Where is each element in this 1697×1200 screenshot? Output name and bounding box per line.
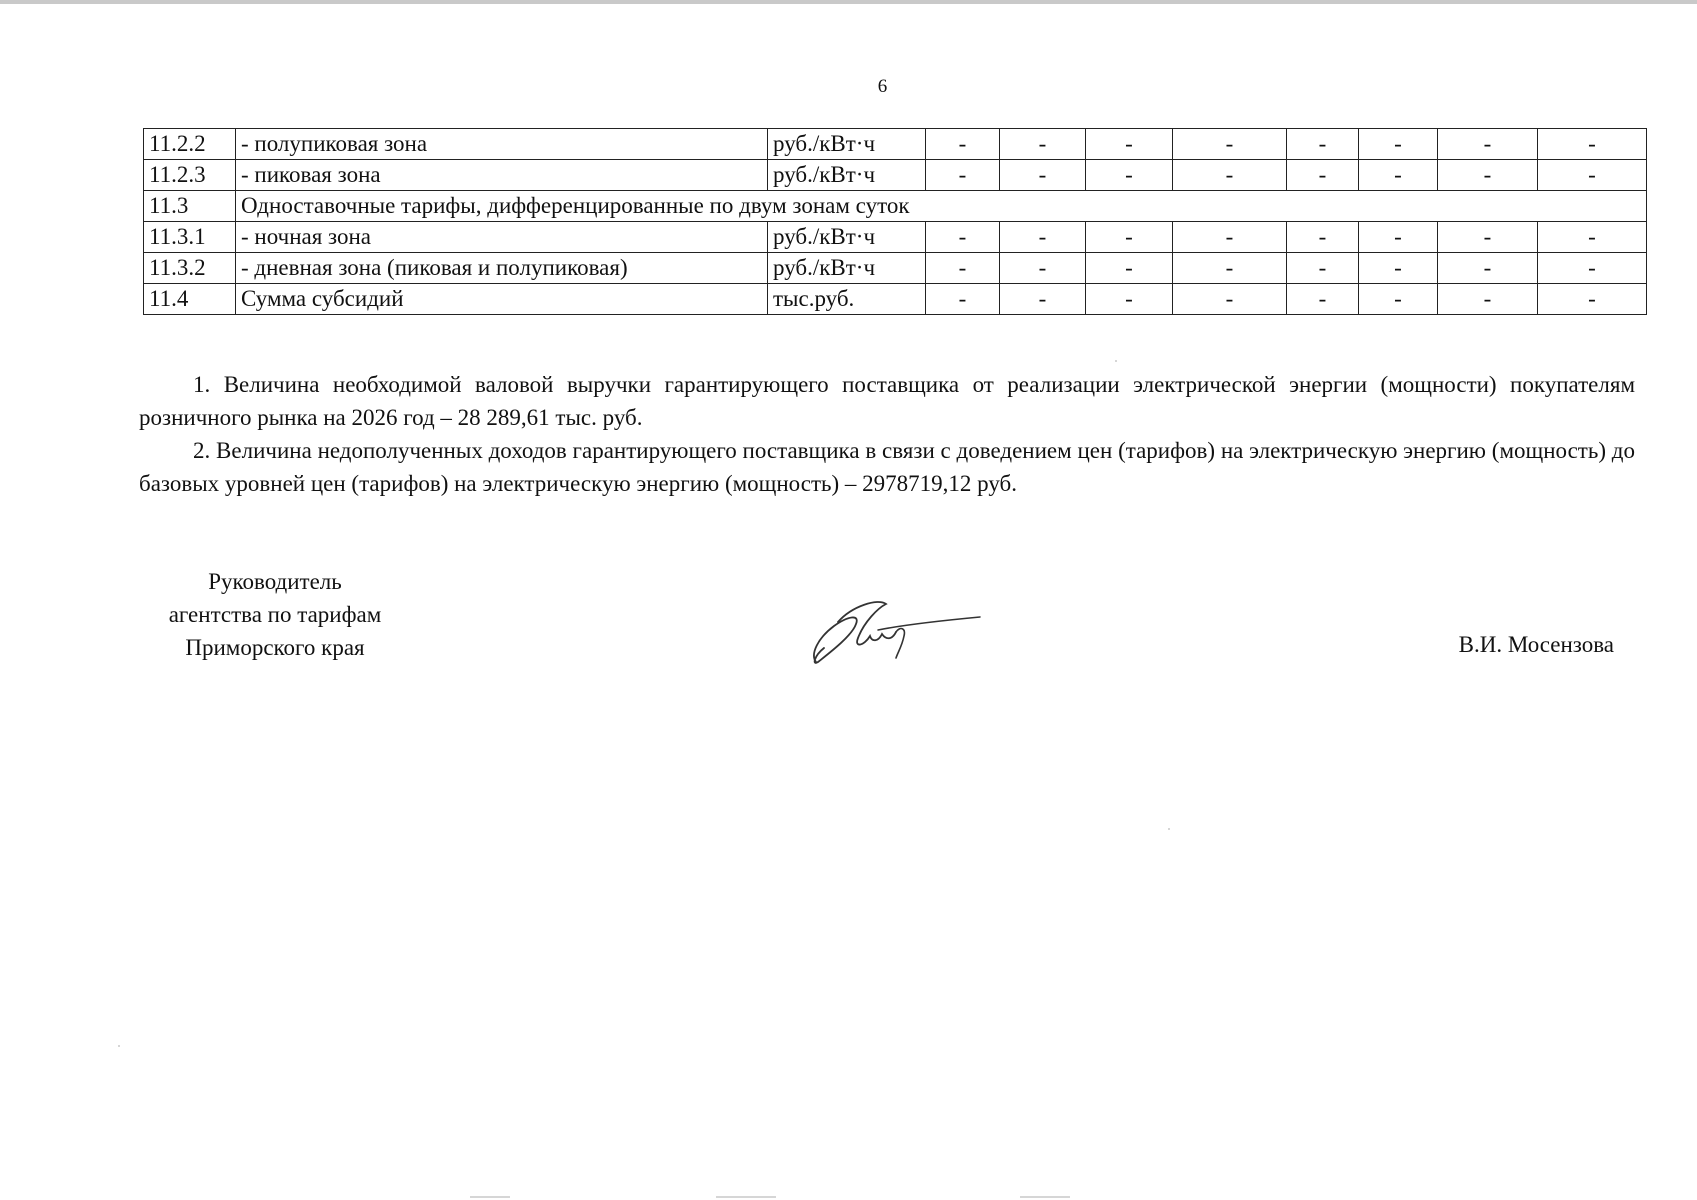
- row-unit: тыс.руб.: [768, 284, 926, 315]
- signatory-name: В.И. Мосензова: [1458, 632, 1614, 657]
- scan-speck: [1168, 828, 1170, 830]
- row-value: -: [1000, 222, 1086, 253]
- scan-speck: [1020, 1196, 1070, 1198]
- table-row: [144, 191, 1647, 222]
- scan-speck: [470, 1196, 510, 1198]
- row-unit: руб./кВт·ч: [768, 253, 926, 284]
- row-value: -: [1287, 253, 1359, 284]
- row-code: 11.4: [144, 284, 236, 315]
- scan-speck: [118, 1045, 120, 1047]
- row-value: -: [1086, 253, 1173, 284]
- row-name: - пиковая зона: [236, 160, 768, 191]
- row-code: 11.2.3: [144, 160, 236, 191]
- row-value: -: [1359, 160, 1438, 191]
- row-code: 11.3: [144, 191, 236, 222]
- row-value: -: [926, 160, 1000, 191]
- row-code: 11.3.1: [144, 222, 236, 253]
- table-row: [144, 222, 1647, 253]
- row-value: -: [1287, 222, 1359, 253]
- row-value: -: [1000, 253, 1086, 284]
- row-value: -: [1000, 129, 1086, 160]
- row-value: -: [926, 222, 1000, 253]
- row-value: -: [926, 253, 1000, 284]
- tariff-table: [143, 128, 1647, 315]
- row-value: -: [1086, 284, 1173, 315]
- row-value: -: [1000, 284, 1086, 315]
- row-value: -: [1538, 129, 1647, 160]
- row-name: Сумма субсидий: [236, 284, 768, 315]
- row-unit: руб./кВт·ч: [768, 222, 926, 253]
- signatory-title-line: агентства по тарифам: [168, 602, 382, 627]
- signatory-title-line: Руководитель: [208, 569, 342, 594]
- row-name: - ночная зона: [236, 222, 768, 253]
- row-name: - полупиковая зона: [236, 129, 768, 160]
- row-value: -: [1538, 253, 1647, 284]
- row-value: -: [926, 129, 1000, 160]
- row-unit: руб./кВт·ч: [768, 129, 926, 160]
- row-value: -: [1438, 160, 1538, 191]
- row-value: -: [1287, 129, 1359, 160]
- row-value: -: [1173, 129, 1287, 160]
- row-value: -: [1538, 284, 1647, 315]
- table-row: [144, 284, 1647, 315]
- row-code: 11.3.2: [144, 253, 236, 284]
- row-value: -: [1086, 160, 1173, 191]
- row-value: -: [1359, 222, 1438, 253]
- row-value: -: [1086, 222, 1173, 253]
- row-value: -: [1438, 253, 1538, 284]
- row-value: -: [1287, 160, 1359, 191]
- row-value: -: [1359, 284, 1438, 315]
- row-code: 11.2.2: [144, 129, 236, 160]
- row-name: - дневная зона (пиковая и полупиковая): [236, 253, 768, 284]
- scan-edge: [0, 0, 1697, 4]
- row-value: -: [1173, 253, 1287, 284]
- row-value: -: [1287, 284, 1359, 315]
- row-value: -: [1438, 222, 1538, 253]
- row-value: -: [1359, 253, 1438, 284]
- row-value: -: [1173, 284, 1287, 315]
- row-value: -: [1538, 222, 1647, 253]
- row-value: -: [1000, 160, 1086, 191]
- note-lost-income: 2. Величина недополученных доходов гарантирующего поставщика в связи с доведением цен (тарифов) на электрическую энергию (мощность) до базовых уровней цен (тарифов) на электрическую энергию (мощность) – 2978719,12 руб.: [139, 438, 1635, 496]
- handwritten-signature: [808, 592, 983, 672]
- row-value: -: [1359, 129, 1438, 160]
- row-value: -: [1438, 284, 1538, 315]
- row-unit: руб./кВт·ч: [768, 160, 926, 191]
- row-value: -: [1173, 222, 1287, 253]
- row-value: -: [1086, 129, 1173, 160]
- table-row: [144, 160, 1647, 191]
- row-name: Одноставочные тарифы, дифференцированные по двум зонам суток: [236, 191, 1647, 222]
- note-revenue: 1. Величина необходимой валовой выручки гарантирующего поставщика от реализации электрической энергии (мощности) покупателям розничного рынка на 2026 год – 28 289,61 тыс. руб.: [139, 372, 1635, 430]
- signatory-title: [130, 565, 420, 664]
- row-value: -: [926, 284, 1000, 315]
- notes: [139, 368, 1635, 500]
- table-body: [144, 129, 1647, 315]
- table-row: [144, 253, 1647, 284]
- scan-speck: [1115, 360, 1117, 362]
- page-number: 6: [877, 76, 888, 97]
- row-value: -: [1538, 160, 1647, 191]
- row-value: -: [1438, 129, 1538, 160]
- table-row: [144, 129, 1647, 160]
- scan-speck: [716, 1196, 776, 1198]
- signatory-title-line: Приморского края: [185, 635, 365, 660]
- row-value: -: [1173, 160, 1287, 191]
